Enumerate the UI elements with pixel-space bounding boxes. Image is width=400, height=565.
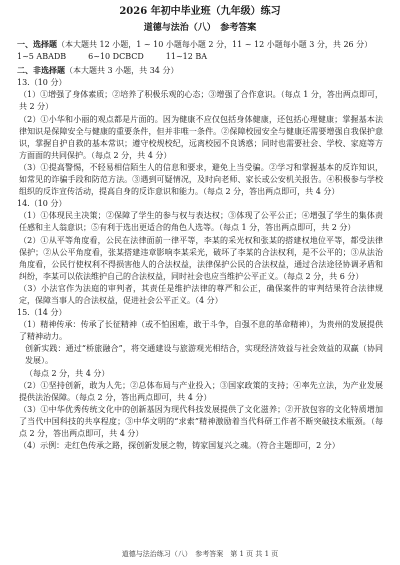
q15-answer-1-score: （每点 2 分，共 4 分）: [25, 368, 110, 378]
section-one-note: （本大题共 12 小题，1 ~ 10 小题每小题 2 分，11 ~ 12 小题每小题 3 分，共 26 分）: [57, 40, 373, 49]
section-two-note: （本大题共 3 小题，共 34 分）: [65, 66, 179, 76]
q13-answer-1: （1）①增强了身体素质；②培养了积极乐观的心态；③增强了合作意识。（每点 1 分，答出两点即可，共 2 分）: [19, 90, 383, 112]
q13-answer-2: （2）①小华和小丽的观点都是片面的。因为健康不应仅包括身体健康，还包括心理健康；掌握基本法律知识是保障安全与健康的重要条件，但并非唯一条件。②保障校园安全与健康还需要增强自我保护意识，掌握自护自救的基本常识；遵守校规校纪，远离校园不良诱惑；同时也需要社会、学校、家庭等方方面面的共同保护。（每点 2 分，共 4 分）: [19, 114, 383, 160]
question-15-heading: 15.（14 分）: [17, 308, 67, 318]
q14-answer-1: （1）①体现民主决策；②保障了学生的参与权与表达权；③体现了公平公正；④增强了学生的集体责任感和主人翁意识；⑤有利于选出更适合的角色人选等。（每点 1 分，答出两点即可，共 2 分）: [19, 211, 383, 233]
answers-11-12: 11~12 BA: [165, 52, 208, 62]
q15-answer-4: （4）示例：走红色传承之路，探创新发展之物，铸家国复兴之魂。（符合主题即可，2 分）: [19, 441, 340, 451]
document-title: 道德与法治（八） 参考答案: [143, 23, 257, 33]
question-13-heading: 13.（10 分）: [17, 78, 67, 88]
section-two-title: 二、非选择题: [17, 65, 65, 76]
q15-answer-1b: 创新实践：通过“桥旅融合”，将交通建设与旅游观光相结合，实现经济效益与社会效益的双赢（协同发展）。: [25, 344, 383, 366]
q15-answer-2: （2）①坚持创新，敢为人先；②总体布局与产业投入；③国家政策的支持；④率先立法，为产业发展提供法治保障。（每点 2 分，答出两点即可，共 4 分）: [19, 380, 383, 402]
question-14-heading: 14.（10 分）: [17, 199, 67, 209]
q14-answer-2: （2）①从平等角度看，公民在法律面前一律平等，李某的采光权和张某的搭建权地位平等，都受法律保护；②从公平角度看，张某搭建违章影响李某采光，破坏了李某的合法权利，是不公平的；③从法治角度看，公民行使权利不得损害他人的合法权益，法律保护公民的合法权益，通过合法途径协调矛盾和纠纷，李某可以依法维护自己的合法权益，同时社会也应当维护公平正义。（每点 2 分，共 6 分）: [19, 235, 383, 281]
q15-answer-3: （3）①中华优秀传统文化中的创新基因为现代科技发展提供了文化滋养；②开放包容的文化特质增加了当代中国科技的共享程度；③中华文明的“求索”精神激励着当代科研工作者不断突破技术瓶颈。（每点 2 分，答出两点即可，共 4 分）: [19, 404, 383, 438]
answers-6-10: 6~10 DCBCD: [88, 52, 144, 62]
answers-1-5: 1~5 ABADB: [17, 52, 67, 62]
exam-title: 2026 年初中毕业班（九年级）练习: [119, 6, 281, 17]
section-one-heading: [17, 38, 383, 51]
page-footer: 道德与法治练习（八） 参考答案 第 1 页 共 1 页: [121, 550, 279, 558]
q15-answer-1: （1）精神传承：传承了长征精神（或不怕困难，敢于斗争，自强不息的革命精神），为贵州的发展提供了精神动力。: [19, 320, 383, 342]
section-one-title: 一、选择题: [17, 39, 57, 49]
q13-answer-3: （3）①提高警惕，不轻易相信陌生人的信息和要求，避免上当受骗。②学习和掌握基本的反诈知识，如常见的诈骗手段和防范方法。③遇到可疑情况，及时向老师、家长或公安机关报告。④积极参与学校组织的反诈宣传活动，提高自身的反诈意识和能力。（每点 2 分，答出两点即可，共 4 分）: [19, 162, 383, 197]
section-two-heading: [17, 64, 383, 77]
q14-answer-3: （3）小法官作为法庭的审判者，其责任是维护法律的尊严和公正，确保案件的审判结果符合法律规定，保障当事人的合法权益，促进社会公平正义。（4 分）: [19, 283, 383, 305]
multiple-choice-answers: [17, 51, 383, 63]
